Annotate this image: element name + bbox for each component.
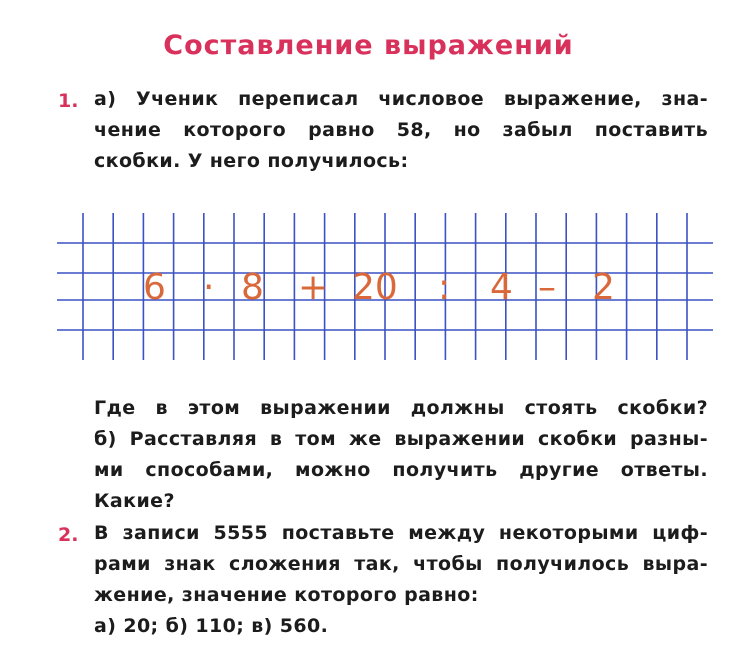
text-line: а) Ученик переписал числовое выражение, зна- — [94, 88, 708, 110]
text-line: ми способами, можно получить другие ответы. — [94, 459, 708, 481]
expr-digit-8: 8 — [241, 267, 264, 308]
text-line: а) 20; б) 110; в) 560. — [94, 615, 329, 637]
expr-divide-sign: : — [438, 267, 451, 308]
text-line: рами знак сложения так, чтобы получилось выра- — [94, 553, 708, 575]
text-line: В записи 5555 поставьте между некоторыми циф- — [94, 522, 708, 544]
page-title: Составление выражений — [163, 30, 574, 61]
task-2-text — [94, 518, 708, 642]
text-line: скобки. У него получилось: — [94, 150, 409, 172]
text-line: б) Расставляя в том же выражении скобки разны- — [94, 428, 708, 450]
text-line: жение, значение которого равно: — [94, 584, 479, 606]
expr-digit-4: 4 — [490, 267, 513, 308]
text-line: чение которого равно 58, но забыл поставить — [94, 119, 708, 141]
expr-minus-sign: – — [538, 267, 556, 308]
task-1-question — [94, 393, 708, 517]
expr-plus-sign: + — [298, 267, 329, 308]
task-1-number: 1. — [58, 90, 79, 112]
expr-digit-2: 2 — [592, 267, 615, 308]
expr-digit-6: 6 — [143, 267, 166, 308]
text-line: Где в этом выражении должны стоять скобки? — [94, 397, 708, 419]
text-line: Какие? — [94, 490, 175, 512]
expr-number-20: 20 — [352, 267, 398, 308]
expr-multiply-dot: · — [203, 267, 215, 308]
task-2-number: 2. — [58, 524, 79, 546]
